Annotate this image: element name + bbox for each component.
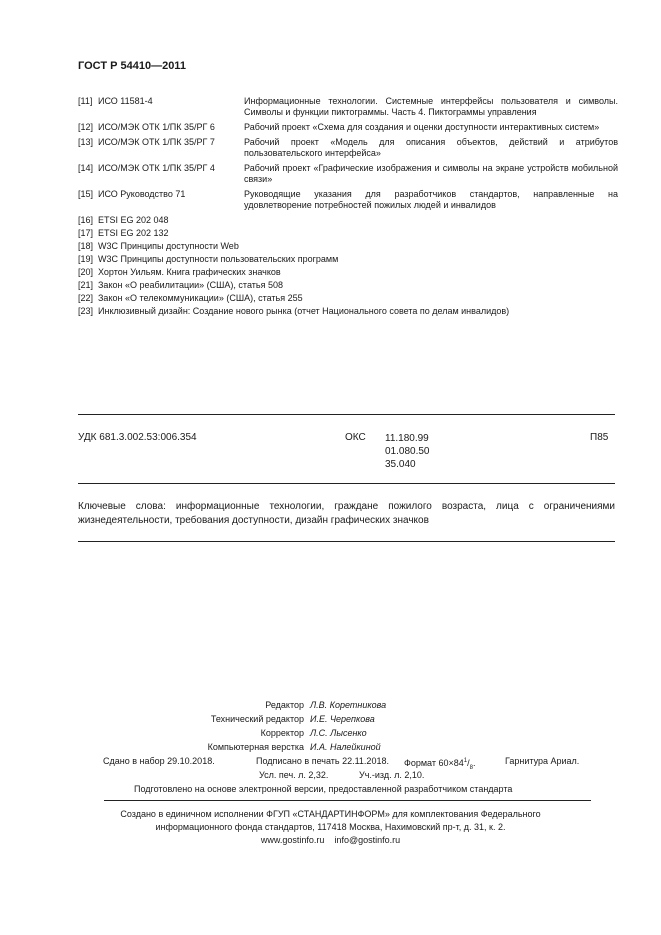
bibliography-code: Закон «О телекоммуникации» (США), статья 255 bbox=[98, 293, 303, 303]
divider-bottom bbox=[78, 541, 615, 542]
bibliography-code: Хортон Уильям. Книга графических значков bbox=[98, 267, 281, 277]
oks-label: ОКС bbox=[345, 432, 366, 443]
bibliography-number: [15] bbox=[78, 189, 94, 199]
print-info bbox=[0, 754, 661, 796]
udk-code: УДК 681.3.002.53:006.354 bbox=[78, 432, 197, 443]
bibliography-description: Рабочий проект «Графические изображения и символы на экране устройств мобильной связи» bbox=[244, 163, 618, 184]
bibliography-code: W3C Принципы доступности Web bbox=[98, 241, 239, 251]
publisher-line: Создано в единичном исполнении ФГУП «СТАНДАРТИНФОРМ» для комплектования Федерального bbox=[120, 809, 541, 819]
divider-publisher bbox=[104, 800, 591, 801]
oks-code: 11.180.99 bbox=[385, 433, 429, 444]
credit-role: Корректор bbox=[260, 728, 304, 738]
credit-editor bbox=[0, 698, 661, 712]
editorial-credits bbox=[0, 698, 661, 754]
prepared-note: Подготовлено на основе электронной версии, предоставленной разработчиком стандарта bbox=[134, 784, 513, 794]
bibliography-number: [22] bbox=[78, 293, 94, 303]
bibliography-entry bbox=[78, 137, 618, 159]
bibliography-description: Информационные технологии. Системные интерфейсы пользователя и символы. Символы и функции пиктограммы. Часть 4. Пиктограммы управления bbox=[244, 96, 618, 117]
oks-codes bbox=[385, 432, 430, 471]
bibliography-entry bbox=[78, 254, 618, 265]
bibliography-description: Рабочий проект «Схема для создания и оценки доступности интерактивных систем» bbox=[244, 122, 600, 132]
bibliography-entry bbox=[78, 293, 618, 304]
credit-role: Редактор bbox=[265, 700, 304, 710]
bibliography-code: ИСО/МЭК ОТК 1/ПК 35/РГ 6 bbox=[98, 122, 215, 132]
bibliography-code: Инклюзивный дизайн: Создание нового рынка (отчет Национального совета по делам инвалидов) bbox=[98, 306, 510, 316]
sign-date: Подписано в печать 22.11.2018. bbox=[256, 756, 389, 766]
bibliography-number: [16] bbox=[78, 215, 94, 225]
oks-code: 35.040 bbox=[385, 459, 416, 470]
bibliography-list bbox=[78, 96, 618, 319]
bibliography-description: Руководящие указания для разработчиков стандартов, направленные на удовлетворение потребностей пожилых людей и инвалидов bbox=[244, 189, 618, 210]
bibliography-code: Закон «О реабилитации» (США), статья 508 bbox=[98, 280, 283, 290]
print-format: Формат $60\times 84^1/_8$. bbox=[404, 758, 476, 771]
credit-name: И.Е. Черепкова bbox=[310, 714, 375, 724]
document-header: ГОСТ Р 54410—2011 bbox=[78, 60, 186, 72]
bibliography-number: [18] bbox=[78, 241, 94, 251]
bibliography-entry bbox=[78, 280, 618, 291]
bibliography-entry bbox=[78, 96, 618, 118]
credit-name: Л.В. Коретникова bbox=[310, 700, 387, 710]
publisher-website-link[interactable]: www.gostinfo.ru bbox=[260, 835, 325, 845]
classification-code: П85 bbox=[590, 432, 609, 443]
bibliography-entry bbox=[78, 215, 618, 226]
bibliography-code: ETSI EG 202 132 bbox=[98, 228, 169, 238]
oks-code: 01.080.50 bbox=[385, 446, 430, 457]
typeface: Гарнитура Ариал. bbox=[505, 756, 580, 766]
bibliography-entry bbox=[78, 122, 618, 133]
bibliography-number: [13] bbox=[78, 137, 94, 147]
bibliography-code: ИСО Руководство 71 bbox=[98, 189, 186, 199]
credit-tech-editor bbox=[0, 712, 661, 726]
bibliography-code: W3C Принципы доступности пользовательских программ bbox=[98, 254, 339, 264]
bibliography-number: [19] bbox=[78, 254, 94, 264]
bibliography-number: [12] bbox=[78, 122, 94, 132]
divider-middle bbox=[78, 483, 615, 484]
publisher-contacts bbox=[0, 834, 661, 847]
bibliography-entry bbox=[78, 241, 618, 252]
bibliography-number: [23] bbox=[78, 306, 94, 316]
bibliography-code: ИСО/МЭК ОТК 1/ПК 35/РГ 4 bbox=[98, 163, 215, 173]
credit-role: Технический редактор bbox=[210, 714, 304, 724]
bibliography-number: [20] bbox=[78, 267, 94, 277]
set-date: Сдано в набор 29.10.2018. bbox=[103, 756, 215, 766]
credit-layout bbox=[0, 740, 661, 754]
credit-corrector bbox=[0, 726, 661, 740]
print-sheets: Усл. печ. л. 2,32. bbox=[259, 770, 329, 780]
publisher-line: информационного фонда стандартов, 117418 Москва, Нахимовский пр-т, д. 31, к. 2. bbox=[155, 822, 506, 832]
credit-name: И.А. Налейкиной bbox=[310, 742, 381, 752]
credit-name: Л.С. Лысенко bbox=[310, 728, 367, 738]
pub-sheets: Уч.-изд. л. 2,10. bbox=[359, 770, 425, 780]
bibliography-number: [11] bbox=[78, 96, 93, 106]
divider-top bbox=[78, 414, 615, 415]
bibliography-code: ИСО 11581-4 bbox=[98, 96, 153, 106]
bibliography-number: [17] bbox=[78, 228, 94, 238]
publisher-email-link[interactable]: info@gostinfo.ru bbox=[334, 835, 401, 845]
publisher-info bbox=[0, 808, 661, 847]
bibliography-entry bbox=[78, 163, 618, 185]
bibliography-description: Рабочий проект «Модель для описания объектов, действий и атрибутов пользовательского интерфейса» bbox=[244, 137, 618, 158]
credit-role: Компьютерная верстка bbox=[207, 742, 304, 752]
bibliography-code: ETSI EG 202 048 bbox=[98, 215, 169, 225]
bibliography-entry bbox=[78, 189, 618, 211]
bibliography-entry bbox=[78, 228, 618, 239]
bibliography-code: ИСО/МЭК ОТК 1/ПК 35/РГ 7 bbox=[98, 137, 215, 147]
bibliography-number: [14] bbox=[78, 163, 94, 173]
bibliography-entry bbox=[78, 267, 618, 278]
bibliography-entry bbox=[78, 306, 618, 317]
keywords-paragraph: Ключевые слова: информационные технологии, граждане пожилого возраста, лица с ограничениями жизнедеятельности, требования доступности, дизайн графических значков bbox=[78, 501, 615, 526]
bibliography-number: [21] bbox=[78, 280, 94, 290]
